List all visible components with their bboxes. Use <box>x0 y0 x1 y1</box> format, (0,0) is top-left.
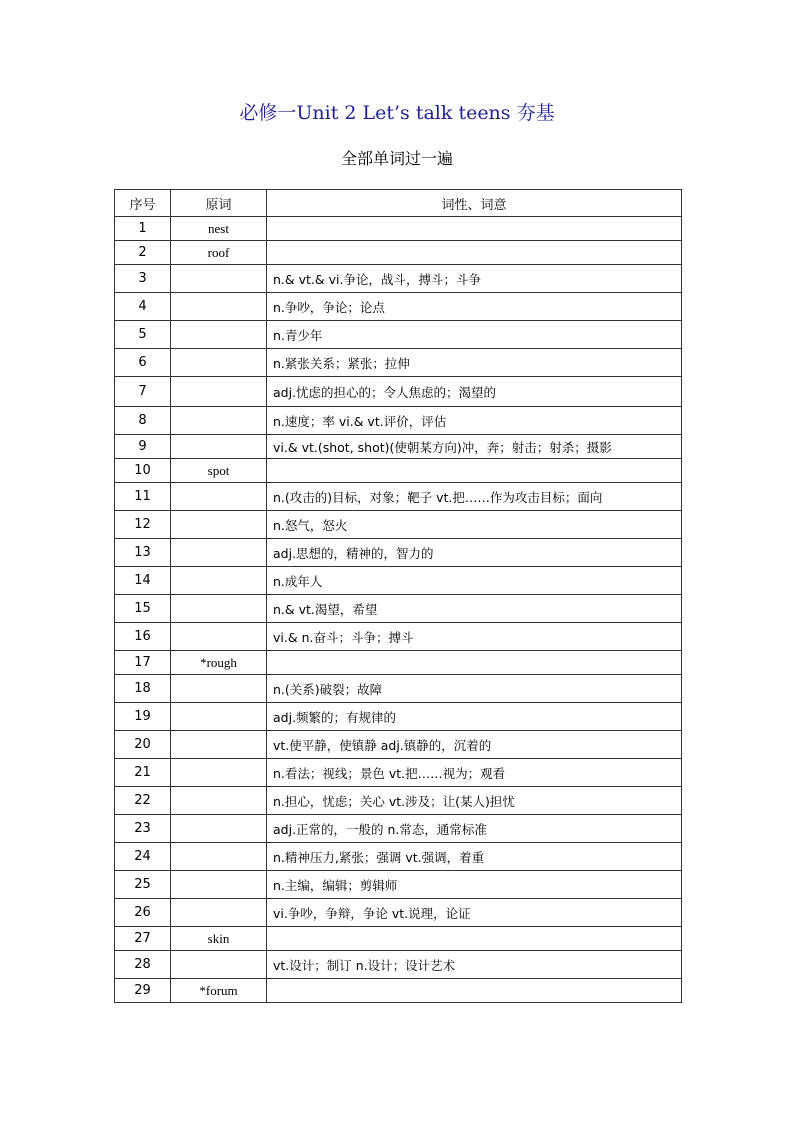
row-word-cell <box>171 703 267 731</box>
row-word-cell <box>171 815 267 843</box>
row-word-cell <box>171 675 267 703</box>
row-definition-cell <box>267 217 682 241</box>
table-row <box>115 483 682 511</box>
row-number-cell: 29 <box>115 979 171 1003</box>
table-row <box>115 241 682 265</box>
table-row <box>115 567 682 595</box>
row-definition-cell: n.成年人 <box>267 567 682 595</box>
row-number-cell: 18 <box>115 675 171 703</box>
row-number-cell: 19 <box>115 703 171 731</box>
table-row <box>115 435 682 459</box>
row-word-cell <box>171 435 267 459</box>
row-number-cell: 3 <box>115 265 171 293</box>
row-word-cell: roof <box>171 241 267 265</box>
row-definition-cell: n.(关系)破裂；故障 <box>267 675 682 703</box>
table-row <box>115 377 682 407</box>
row-definition-cell <box>267 979 682 1003</box>
row-definition-cell: n.看法；视线；景色 vt.把……视为；观看 <box>267 759 682 787</box>
row-word-cell <box>171 899 267 927</box>
table-row <box>115 349 682 377</box>
row-number-cell: 26 <box>115 899 171 927</box>
row-number-cell: 15 <box>115 595 171 623</box>
row-definition-cell <box>267 927 682 951</box>
row-word-cell <box>171 871 267 899</box>
table-row <box>115 595 682 623</box>
row-number-cell: 17 <box>115 651 171 675</box>
table-row <box>115 265 682 293</box>
row-number-cell: 22 <box>115 787 171 815</box>
table-row <box>115 217 682 241</box>
row-word-cell: *forum <box>171 979 267 1003</box>
row-word-cell: *rough <box>171 651 267 675</box>
row-definition-cell: n.青少年 <box>267 321 682 349</box>
row-number-cell: 24 <box>115 843 171 871</box>
table-row <box>115 459 682 483</box>
row-definition-cell <box>267 459 682 483</box>
table-row <box>115 731 682 759</box>
row-word-cell <box>171 511 267 539</box>
row-word-cell <box>171 293 267 321</box>
row-number-cell: 16 <box>115 623 171 651</box>
table-row <box>115 979 682 1003</box>
row-number-cell: 20 <box>115 731 171 759</box>
row-number-cell: 23 <box>115 815 171 843</box>
row-definition-cell <box>267 651 682 675</box>
row-word-cell <box>171 377 267 407</box>
row-number-cell: 28 <box>115 951 171 979</box>
row-number-cell: 8 <box>115 407 171 435</box>
row-word-cell <box>171 951 267 979</box>
row-number-cell: 27 <box>115 927 171 951</box>
table-row <box>115 703 682 731</box>
table-row <box>115 675 682 703</box>
header-number: 序号 <box>115 190 171 217</box>
row-word-cell: skin <box>171 927 267 951</box>
row-word-cell <box>171 407 267 435</box>
row-number-cell: 14 <box>115 567 171 595</box>
row-number-cell: 9 <box>115 435 171 459</box>
row-word-cell <box>171 483 267 511</box>
row-word-cell <box>171 623 267 651</box>
row-word-cell: spot <box>171 459 267 483</box>
row-number-cell: 1 <box>115 217 171 241</box>
row-definition-cell: adj.思想的，精神的，智力的 <box>267 539 682 567</box>
row-number-cell: 25 <box>115 871 171 899</box>
row-number-cell: 21 <box>115 759 171 787</box>
table-row <box>115 293 682 321</box>
row-definition-cell: vi.& n.奋斗；斗争；搏斗 <box>267 623 682 651</box>
table-row <box>115 815 682 843</box>
row-word-cell <box>171 539 267 567</box>
row-definition-cell: n.(攻击的)目标，对象；靶子 vt.把……作为攻击目标；面向 <box>267 483 682 511</box>
table-body <box>115 217 682 1003</box>
row-number-cell: 10 <box>115 459 171 483</box>
row-word-cell <box>171 731 267 759</box>
row-definition-cell: vi.& vt.(shot, shot)(使朝某方向)冲，奔；射击；射杀；摄影 <box>267 435 682 459</box>
row-number-cell: 7 <box>115 377 171 407</box>
row-word-cell <box>171 759 267 787</box>
row-definition-cell: adj.频繁的；有规律的 <box>267 703 682 731</box>
row-definition-cell: n.担心，忧虑；关心 vt.涉及；让(某人)担忧 <box>267 787 682 815</box>
row-definition-cell: n.& vt.渴望，希望 <box>267 595 682 623</box>
row-definition-cell: vt.使平静，使镇静 adj.镇静的，沉着的 <box>267 731 682 759</box>
row-definition-cell: vt.设计；制订 n.设计；设计艺术 <box>267 951 682 979</box>
row-definition-cell <box>267 241 682 265</box>
row-word-cell <box>171 265 267 293</box>
row-word-cell <box>171 595 267 623</box>
row-number-cell: 2 <box>115 241 171 265</box>
table-row <box>115 871 682 899</box>
table-header-row <box>115 190 682 217</box>
table-row <box>115 511 682 539</box>
row-number-cell: 4 <box>115 293 171 321</box>
page-title: 必修一Unit 2 Let’s talk teens 夯基 <box>239 102 555 124</box>
table-row <box>115 787 682 815</box>
table-row <box>115 899 682 927</box>
row-number-cell: 12 <box>115 511 171 539</box>
row-definition-cell: n.怒气，怒火 <box>267 511 682 539</box>
row-word-cell <box>171 321 267 349</box>
table-row <box>115 623 682 651</box>
header-definition: 词性、词意 <box>267 190 682 217</box>
row-definition-cell: n.精神压力,紧张；强调 vt.强调，着重 <box>267 843 682 871</box>
row-word-cell <box>171 349 267 377</box>
row-number-cell: 11 <box>115 483 171 511</box>
row-word-cell <box>171 787 267 815</box>
table-row <box>115 539 682 567</box>
row-definition-cell: adj.忧虑的担心的；令人焦虑的；渴望的 <box>267 377 682 407</box>
header-word: 原词 <box>171 190 267 217</box>
row-definition-cell: n.主编，编辑；剪辑师 <box>267 871 682 899</box>
page-subtitle: 全部单词过一遍 <box>340 149 453 168</box>
row-definition-cell: n.争吵，争论；论点 <box>267 293 682 321</box>
row-definition-cell: vi.争吵，争辩，争论 vt.说理，论证 <box>267 899 682 927</box>
row-word-cell <box>171 843 267 871</box>
table-row <box>115 927 682 951</box>
row-number-cell: 6 <box>115 349 171 377</box>
table-row <box>115 651 682 675</box>
table-row <box>115 407 682 435</box>
table-row <box>115 759 682 787</box>
row-number-cell: 13 <box>115 539 171 567</box>
row-definition-cell: n.紧张关系；紧张；拉伸 <box>267 349 682 377</box>
vocabulary-table <box>114 189 682 1003</box>
row-definition-cell: n.& vt.& vi.争论，战斗，搏斗；斗争 <box>267 265 682 293</box>
row-number-cell: 5 <box>115 321 171 349</box>
table-row <box>115 321 682 349</box>
table-row <box>115 951 682 979</box>
row-definition-cell: adj.正常的，一般的 n.常态，通常标准 <box>267 815 682 843</box>
row-definition-cell: n.速度；率 vi.& vt.评价，评估 <box>267 407 682 435</box>
table-row <box>115 843 682 871</box>
row-word-cell: nest <box>171 217 267 241</box>
row-word-cell <box>171 567 267 595</box>
